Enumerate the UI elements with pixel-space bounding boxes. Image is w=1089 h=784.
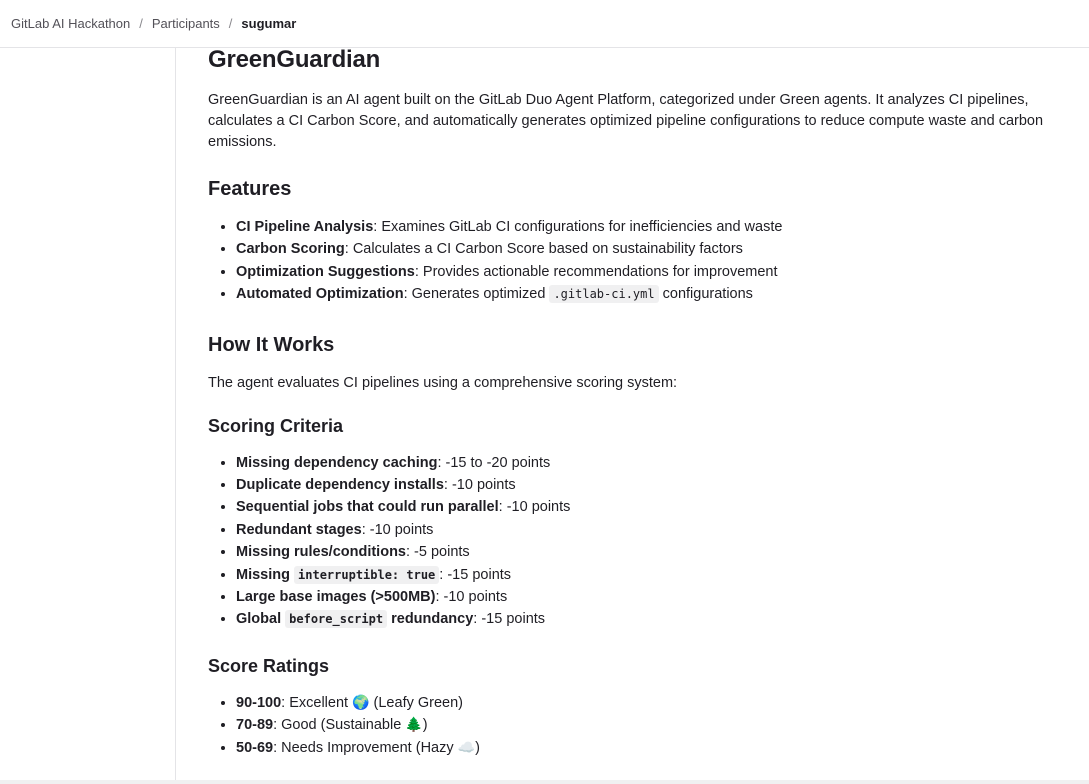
breadcrumb-hackathon-link[interactable]: GitLab AI Hackathon: [11, 16, 131, 31]
score-ratings-list: [208, 692, 1078, 759]
breadcrumb: [0, 0, 1089, 48]
project-description: GreenGuardian is an AI agent built on the GitLab Duo Agent Platform, categorized under Green agents. It analyzes CI pipelines, calculates a CI Carbon Score, and automatically generates optimized pipeline configurations to reduce compute waste and carbon emissions.: [208, 92, 1044, 150]
rating-text: ): [422, 717, 428, 734]
rating-text: (Leafy Green): [369, 694, 464, 711]
rating-range: 70-89: [236, 717, 274, 734]
how-it-works-intro: The agent evaluates CI pipelines using a comprehensive scoring system:: [208, 374, 678, 391]
criteria-label: [236, 567, 439, 583]
how-it-works-heading: How It Works: [208, 333, 335, 356]
features-heading: Features: [208, 178, 292, 200]
criteria-label: Redundant stages: [236, 521, 362, 538]
breadcrumb-separator: /: [228, 16, 233, 31]
breadcrumb-participants-link[interactable]: Participants: [151, 16, 220, 31]
sidebar: [0, 48, 176, 784]
list-item: [236, 452, 1078, 474]
criteria-label-text: Missing: [236, 566, 295, 583]
criteria-points: : -15 to -20 points: [437, 454, 551, 471]
criteria-label: [236, 611, 473, 627]
feature-label: Carbon Scoring: [236, 241, 345, 258]
rating-text: : Excellent: [281, 694, 353, 711]
globe-icon: 🌍: [352, 694, 370, 711]
breadcrumb-current-user: sugumar: [241, 16, 297, 31]
list-item: [236, 261, 1078, 283]
list-item: [236, 564, 1078, 586]
criteria-label: Duplicate dependency installs: [236, 477, 444, 494]
list-item: [236, 216, 1078, 238]
list-item: [236, 714, 1078, 736]
inline-code: before_script: [285, 610, 387, 628]
criteria-points: : -15 points: [473, 611, 546, 628]
page-title: GreenGuardian: [208, 46, 381, 73]
list-item: [236, 474, 1078, 496]
criteria-label: Missing dependency caching: [236, 454, 438, 471]
criteria-label-text: redundancy: [387, 611, 474, 628]
criteria-points: : -10 points: [443, 477, 516, 494]
criteria-label: Missing rules/conditions: [236, 544, 406, 561]
evergreen-tree-icon: 🌲: [405, 717, 423, 734]
list-item: [236, 608, 1078, 630]
criteria-points: : -10 points: [361, 521, 434, 538]
scoring-criteria-heading: Scoring Criteria: [208, 415, 344, 436]
list-item: [236, 496, 1078, 518]
page-bottom-edge: [0, 780, 1089, 784]
list-item: [236, 519, 1078, 541]
list-item: [236, 541, 1078, 563]
list-item: [236, 737, 1078, 759]
rating-range: 50-69: [236, 739, 274, 756]
feature-label: Optimization Suggestions: [236, 263, 415, 280]
feature-text: : Examines GitLab CI configurations for inefficiencies and waste: [373, 219, 783, 235]
criteria-label: Sequential jobs that could run parallel: [236, 499, 499, 516]
scoring-criteria-list: [208, 452, 1078, 631]
features-list: [208, 216, 1078, 306]
list-item: [236, 238, 1078, 260]
rating-text: : Needs Improvement (Hazy: [273, 739, 458, 756]
project-content: [208, 44, 1078, 759]
list-item: [236, 283, 1078, 305]
feature-text: : Provides actionable recommendations for improvement: [414, 263, 778, 280]
inline-code: .gitlab-ci.yml: [549, 285, 658, 303]
list-item: [236, 692, 1078, 714]
criteria-points: : -5 points: [406, 544, 470, 561]
rating-text: ): [475, 739, 480, 756]
criteria-label: Large base images (>500MB): [236, 589, 436, 606]
criteria-points: : -10 points: [435, 589, 508, 606]
list-item: [236, 586, 1078, 608]
feature-text: configurations: [658, 286, 753, 303]
cloud-icon: ☁️: [457, 739, 476, 756]
rating-range: 90-100: [236, 694, 282, 711]
criteria-label-text: Global: [236, 611, 286, 628]
criteria-points: : -10 points: [498, 499, 571, 516]
feature-text: : Calculates a CI Carbon Score based on sustainability factors: [344, 241, 743, 258]
criteria-points: : -15 points: [439, 566, 512, 583]
score-ratings-heading: Score Ratings: [208, 655, 330, 676]
inline-code: interruptible: true: [294, 566, 439, 584]
feature-label: CI Pipeline Analysis: [236, 219, 374, 235]
breadcrumb-separator: /: [139, 16, 143, 31]
feature-label: Automated Optimization: [236, 286, 404, 303]
rating-text: : Good (Sustainable: [273, 717, 406, 734]
feature-text: : Generates optimized: [403, 286, 550, 303]
